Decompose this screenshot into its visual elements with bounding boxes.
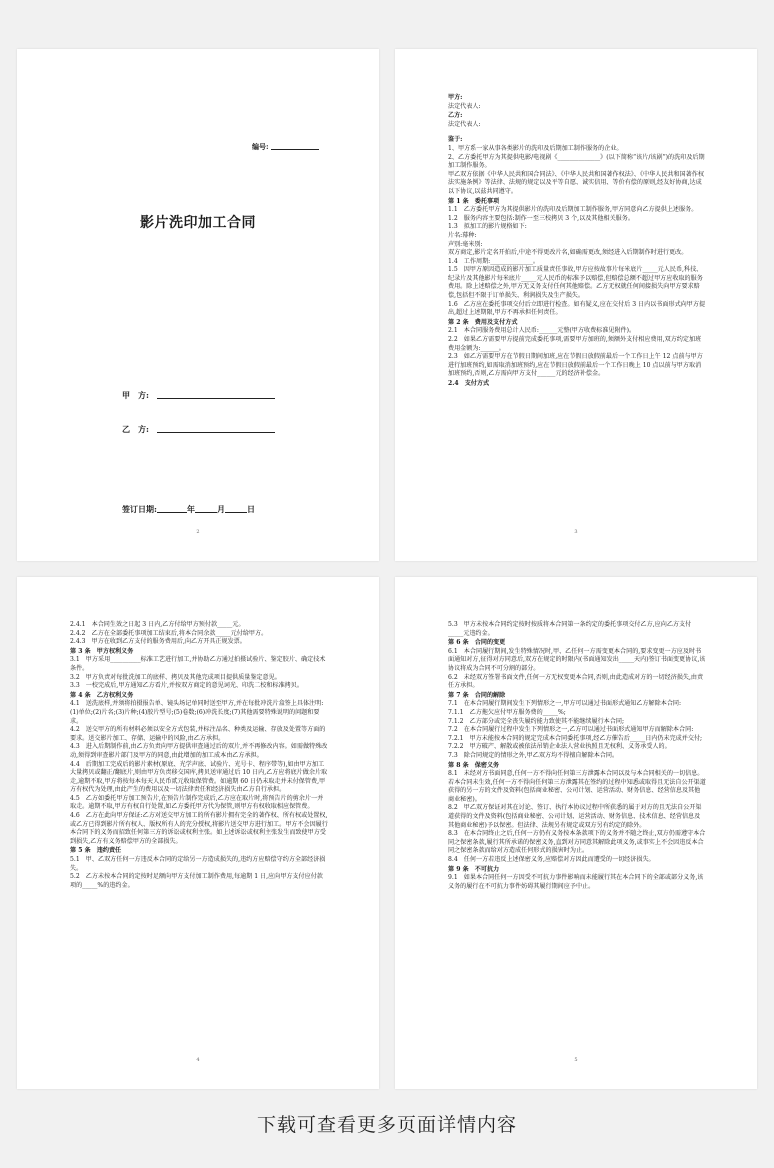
clause-text: 8.3 在本合同终止之后,任何一方仍有义务按本条款项下的义务并不随之终止,双方仍需遵守本合同之保密条款,履行其所承诺的保密义务,直到对方同意其解除此项义务,或事实上不会因违反本合同之保密条款而给对方造成任何形式的损害时为止。: [448, 830, 706, 855]
spacer: [448, 129, 706, 135]
clause-text: 3.3 一校完成后,甲方通知乙方看片,并按双方商定的意见词光、印洗二校和标准拷贝。: [70, 682, 303, 690]
clause-text: 甲乙双方依据《中华人民共和国合同法》、《中华人民共和国著作权法》、《中华人民共和国著作权法实施条例》等法律、法规的规定以及平等自愿、诚实信用、等价有偿的原则,经友好协商,达成以下协议,以兹共同遵守。: [448, 170, 704, 195]
clause-text: 7.3 除合同规定的情形之外,甲乙双方均不得擅自解除本合同。: [448, 751, 619, 759]
clause-heading: 第 9 条 不可抗力: [448, 865, 500, 873]
clause-heading: 第 8 条 保密义务: [448, 761, 500, 769]
contract-page-cover: [17, 49, 379, 561]
clause-text: 7.2 在本合同履行过程中发生下列情形之一,乙方可以通过书面形式通知甲方而解除本合同:: [448, 726, 694, 734]
contract-page-5: [395, 577, 757, 1089]
contract-number: [252, 142, 319, 152]
clause-text: 4.1 送洗底样,并须将拍摄报告单、镜头场记单同时送至甲方,并在每批冲洗片盒签上具体注明:(1)单位;(2)片名;(3)片种;(4)胶片型号;(5)卷数;(6)冲洗长度;(7)其他需要特殊说明的问题和要求。: [70, 700, 324, 725]
party-a-blank: [157, 390, 275, 399]
clause-text: 法定代表人:: [448, 102, 481, 110]
page-4-text: [70, 621, 328, 890]
page-5-text: [448, 621, 706, 891]
contract-number-blank: [271, 142, 319, 150]
clause-text: 5.1 甲、乙双方任何一方违反本合同的定给另一方造成损失的,违约方应赔偿守约方全部经济损失。: [70, 856, 326, 872]
clause-text: 9.1 如果本合同任何一方因受不可抗力事件影响而未能履行其在本合同下的全部或部分义务,该义务的履行在不可抗力事件妨碍其履行期间应予中止。: [448, 874, 704, 890]
clause-text: 声别:毫米别:: [448, 240, 483, 248]
clause-text: 1.4 工作周期:______________。: [448, 257, 539, 265]
clause-text: 7.2.2 甲方破产、解散或被依法吊销企业法人营业执照且无权利、义务承受人的。: [448, 743, 671, 751]
clause-heading: 2.4 支付方式: [448, 380, 490, 387]
clause-text: 6.2 未经双方签署书面文件,任何一方无权变更本合同,否则,由此造成对方的一切经济损失,由责任方承担。: [448, 673, 704, 690]
clause-text: 2.1 本合同服务费用总计人民币:______元整(甲方收费标准见附件)。: [448, 327, 636, 335]
contract-page-4: [17, 577, 379, 1089]
clause-text: 4.4 后期加工完成后的影片素材(原底、光学声底、试验片、光号卡、程序带等),如由甲方加工大量拷贝或翻正/翻底片,则由甲方负责移交国库,拷贝送审通过后 10 日内,乙方应将底片做余片取走,逾期不取,甲方将按每本每天人民币贰元收取保管费。如逾期 60 日仍未取走并未付保管费,甲方有权代为处理,由此产生的费用以及一切法律责任和经济损失由乙方自行承担。: [70, 760, 328, 794]
month-label: 月: [216, 504, 225, 514]
contract-number-label: 编号:: [252, 142, 269, 151]
clause-text: 双方商定,影片定名开拍后,中途不得更改片名,如确需更改,须经进入后期制作时进行更改。: [448, 249, 688, 257]
party-b-label: 乙 方:: [122, 424, 149, 434]
clause-text: 7.1.2 乙方部分或完全丧失履约能力致使其不能继续履行本合同;: [448, 717, 624, 725]
clause-text: 2、乙方委托甲方为其提供电影/电视剧《______________》(以下简称“该片/该剧”)的洗印及后期加工制作服务。: [448, 153, 705, 170]
sign-date-field: [122, 504, 255, 515]
party-a-label: 甲 方:: [122, 390, 149, 400]
clause-heading: 第 6 条 合同的变更: [448, 639, 506, 647]
clause-text: 1.6 乙方应在委托事项交付后立即进行检查。如有疑义,应在交付后 3 日内以书面形式向甲方提出,超过上述期限,甲方不再承担任何责任。: [448, 300, 706, 317]
party-a-field: [122, 390, 275, 401]
clause-heading: 乙方:: [448, 112, 463, 120]
clause-text: 8.1 未经对方书面同意,任何一方不得向任何第三方泄露本合同以及与本合同相关的一切信息。若本合同未生效,任何一方不得向任何第三方泄露其在签约的过程中知悉或取得且无法自公开渠道获得的另一方的文件及资料(包括商业秘密、公司计划、运营活动、财务信息、经营信息及其他商业秘密)。: [448, 770, 706, 803]
clause-heading: 第 1 条 委托事项: [448, 197, 500, 205]
clause-text: 3.1 甲方采用__________标准工艺进行加工,并协助乙方通过拍摄试验片、鉴定胶片、确定技术条件。: [70, 656, 326, 672]
clause-text: 1.5 因甲方原因造成的影片加工质量责任事故,甲方应按故事片每米底片_____元人民币,科技、纪录片及其他影片每米底片_____元人民币的标准予以赔偿,但赔偿总额不超过甲方应收取的服务费用。除上述赔偿之外,甲方无义务支付任何其他赔偿。乙方无权就任何间接损失向甲方要求赔偿,包括但不限于订单损失、利润损失及生产损失。: [448, 266, 703, 300]
day-label: 日: [246, 504, 255, 514]
page-number: 5: [574, 1057, 578, 1063]
page-number: 2: [196, 529, 200, 535]
clause-text: 片名:幕种:: [448, 231, 477, 239]
contract-page-3: [395, 49, 757, 561]
clause-text: 7.1 在本合同履行期间发生下列情形之一,甲方可以通过书面形式通知乙方解除本合同:: [448, 700, 682, 708]
clause-text: 4.3 进入后期制作前,由乙方负责向甲方提供审查通过后的双片,并不再修改内容。如需做特殊改动,须得到审查影片部门及甲方的同意,由此增加的加工成本由乙方承担。: [70, 743, 328, 759]
clause-text: 2.4.2 乙方在全部委托事项加工结束后,将本合同余款_____元付给甲方。: [70, 629, 268, 637]
clause-heading: 第 3 条 甲方权利义务: [70, 647, 134, 655]
clause-text: 2.3 如乙方需要甲方在节假日期间加班,应在节假日放假前最后一个工作日上午 12 点前与甲方进行加班预约,如需取消加班预约,应在节假日放假前最后一个工作日晚上 10 点以前与甲方取消加班预约,否则,乙方需向甲方支付______元的经济补偿金。: [448, 353, 703, 378]
clause-text: 1.2 服务内容主要包括:制作一至三校拷贝 3 个,以及其他相关服务。: [448, 214, 634, 222]
clause-text: 2.2 如果乙方需要甲方提前完成委托事项,需要甲方加班的,须额外支付相应费用,双方约定加班费用金额为:______。: [448, 336, 702, 352]
clause-text: 2.4.3 甲方在收到乙方支付的服务费用后,向乙方开具正规发票。: [70, 638, 246, 646]
clause-text: 3.2 甲方负责对每批洗加工的底样、拷贝及其他完成项目提供质量鉴定意见。: [70, 673, 281, 681]
clause-text: 1.1 乙方委托甲方为其提供影片的洗印及后期加工制作服务,甲方同意向乙方提供上述服务。: [448, 206, 698, 214]
clause-heading: 第 4 条 乙方权利义务: [70, 691, 134, 699]
clause-text: 8.4 任何一方若违反上述保密义务,应赔偿对方因此而遭受的一切经济损失。: [448, 856, 655, 864]
clause-text: 6.1 本合同履行期间,发生特殊情况时,甲、乙任何一方需变更本合同的,要求变更一方应及时书面通知对方,征得对方同意后,双方在规定的时限内(书面通知发出_____天内)签订书面变更协议,该协议将成为合同不可分割的部分。: [448, 647, 706, 672]
download-more-banner[interactable]: 下载可查看更多页面详情内容: [256, 1114, 517, 1136]
clause-text: 4.2 送交甲方的所有材料必须以安全方式包装,并标注品名、种类及运输、存放及处置等方面的要求。送交影片加工、存储、运输中的风险,由乙方承担。: [70, 726, 326, 742]
sign-date-label: 签订日期:: [122, 504, 157, 514]
party-b-field: [122, 424, 275, 435]
clause-heading: 第 5 条 违约责任: [70, 847, 122, 855]
clause-text: 1、甲方系一家从事各类影片的洗印及后期加工制作服务的企业。: [448, 144, 623, 152]
clause-text: 5.2 乙方未按本合同的定按时足额向甲方支付加工制作费用,每逾期 1 日,应向甲方支付应付款项的_____%的违约金。: [70, 873, 323, 889]
clause-text: 7.1.1 乙方拖欠应付甲方服务费的_____%;: [448, 708, 566, 716]
clause-text: 4.6 乙方在此向甲方保证:乙方对送交甲方加工的所有影片拥有完全的著作权、所有权或处置权,或乙方已得到影片所有权人、版权所有人的充分授权,将影片送交甲方进行加工。甲方不会因履行本合同下的义务而招致任何第三方的诉讼或权利主张。如上述诉讼或权利主张发生而致使甲方受到损失,乙方有义务赔偿甲方的全部损失。: [70, 812, 328, 845]
clause-heading: 第 7 条 合同的解除: [448, 691, 506, 699]
contract-title: 影片洗印加工合同: [140, 215, 256, 231]
party-b-blank: [157, 424, 275, 433]
clause-text: 7.2.1 甲方未能按本合同的规定完成本合同委托事项,经乙方催告后_____日内仍未完成并交付;: [448, 734, 703, 742]
page-number: 4: [196, 1057, 200, 1063]
clause-text: 5.3 甲方未按本合同约定按时按质将本合同第一条约定的委托事项交付乙方,应向乙方支付_____元违约金。: [448, 621, 692, 637]
clause-text: 4.5 乙方如委托甲方加工预告片,在预告片制作完成后,乙方应在取片时,将预告片的剪余片一并取走。逾期不取,甲方有权自行处置,如乙方委托甲方代为保管,则甲方有权收取相应保管费。: [70, 794, 324, 811]
clause-text: 1.3 拟加工的影片规格如下:: [448, 223, 527, 231]
page-number: 3: [574, 529, 578, 535]
clause-heading: 甲方:: [448, 94, 463, 101]
year-label: 年: [186, 504, 195, 514]
clause-heading: 第 2 条 费用及支付方式: [448, 318, 518, 326]
clause-text: 8.2 甲乙双方保证对其在讨论、签订、执行本协议过程中所获悉的属于对方的且无法自公开渠道获得的文件及资料(包括商业秘密、公司计划、运营活动、财务信息、技术信息、经营信息及其他商业秘密)予以保密。但法律、法规另有规定或双方另有约定的除外。: [448, 804, 702, 829]
clause-text: 2.4.1 本合同生效之日起 3 日内,乙方付给甲方预付款_____元。: [70, 621, 245, 628]
clause-text: 法定代表人:: [448, 120, 481, 128]
page-3-text: [448, 93, 706, 389]
clause-heading: 鉴于:: [448, 136, 463, 144]
